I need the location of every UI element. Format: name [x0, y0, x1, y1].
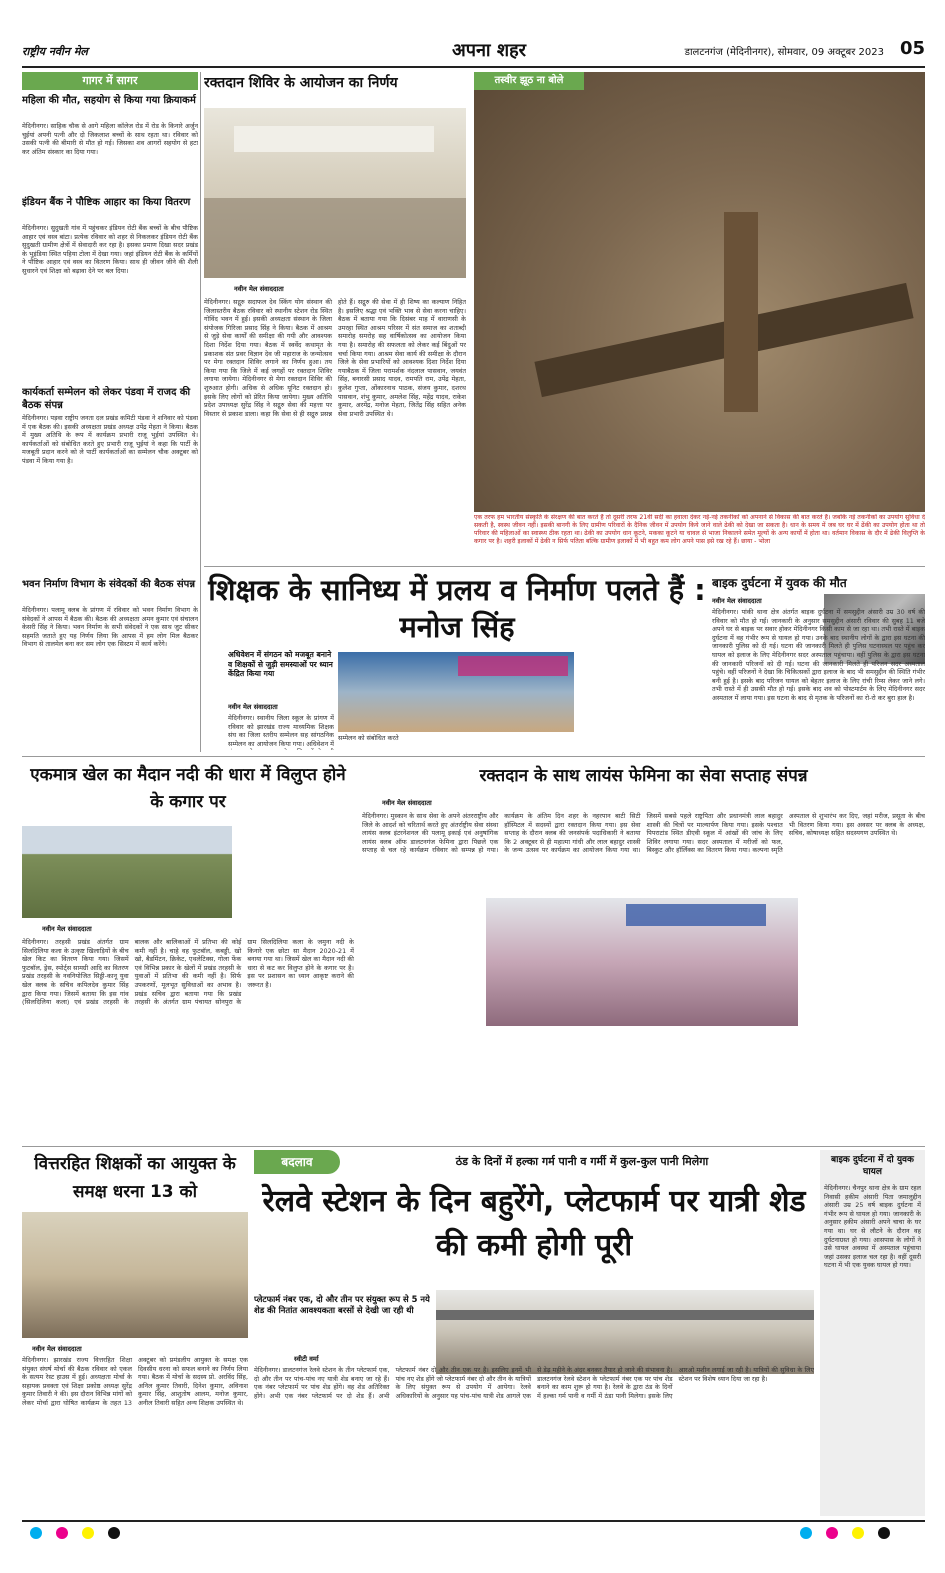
- railway-kicker: बदलाव: [254, 1150, 340, 1174]
- color-swatch: [852, 1527, 864, 1539]
- brief-title: कार्यकर्ता सम्मेलन को लेकर पंडवा में राजद की बैठक संपन्न: [22, 387, 191, 411]
- blood-camp-story: [204, 72, 466, 562]
- byline: नवीन मेल संवाददाता: [42, 925, 92, 933]
- story-body: मेदिनीनगर। मुस्कान के साथ सेवा के अपने अंतरराष्ट्रीय और जिले के आदर्श को चरितार्थ करते हुए अंतर्राष्ट्रीय सेवा संस्था लायंस क्लब इंटरनेशनल की पलामू इकाई एवं अनुषांगिक लायंस क्लब ऑफ डालटनगंज फेमिना द्वारा पिछले एक सप्ताह से चल रहे कार्यक्रम रविवार को सम्पन्न हो गया। कार्यक्रम के अंतिम दिन शहर के नहरपान बाटी सिटी हॉस्पिटल में सदस्यों द्वारा रक्तदान किया गया। इस सेवा सप्ताह के दौरान क्लब की जनसंपर्क पदाधिकारी ने बताया कि 2 अक्टूबर से ही महात्मा गांधी और लाल बहादुर शास्त्री के जन्म उत्सव पर कार्यक्रम का आयोजन किया गया था। जिसमें सबसे पहले राष्ट्रपिता और प्रधानमंत्री लाल बहादुर शास्त्री की चित्रों पर माल्यार्पण किया गया। इसके पश्चात पिपराटांड स्थित डीएवी स्कूल में आंखों की जांच के लिए शिविर लगाया गया। सदर अस्पताल में मरीजों को फल, बिस्कुट और हॉर्लिक्स का वितरण किया गया। कल्पना स्मृति अस्पताल से शुभारंभ कर दिए, जहां मरीज, प्रसूता के बीच भी वितरण किया गया। इस अवसर पर क्लब के अध्यक्ष, सचिव, कोषाध्यक्ष सहित सदस्यगण उपस्थित थे।: [362, 812, 925, 855]
- byline: नवीन मेल संवाददाता: [32, 1345, 82, 1353]
- masthead-logo: राष्ट्रीय नवीन मेल: [22, 45, 88, 58]
- color-swatch: [826, 1527, 838, 1539]
- railway-story: [254, 1150, 814, 1516]
- brief-title: भवन निर्माण विभाग के संवेदकों की बैठक संपन्न: [22, 579, 196, 590]
- main-body: मेदिनीनगर। स्थानीय जिला स्कूल के प्रांगण में रविवार को झारखंड राज्य माध्यमिक शिक्षक संघ का जिला स्तरीय सम्मेलन सह सांगठनिक सम्मेलन का आयोजन किया गया। अधिवेशन में: [228, 714, 334, 748]
- railway-subhead: प्लेटफार्म नंबर एक, दो और तीन पर संयुक्त रूप से 5 नये शेड की नितांत आवश्यकता बरसों से देखी जा रही थी: [254, 1294, 430, 1315]
- byline: नवीन मेल संवाददाता: [228, 703, 278, 711]
- color-swatches: [30, 1526, 140, 1540]
- story-body: मेदिनीनगर। तरहसी प्रखंड अंतर्गत ग्राम सिलदिलिया कला के उत्कृष्ट खिलाड़ियों के बीच खेल किट का वितरण किया गया। जिसमें फुटबॉल, ड्रेस, स्पोर्ट्स सामग्री आदि का वितरण प्रखंड तरहसी के नवनियोजित सिड्डी-कानू युवा खेल क्लब के सचिव कपिलदेव कुमार सिंह द्वारा किया गया। जिसमें बताया कि इस गांव (सिलदिलिया कला) एवं प्रखंड तरहसी के बालक और बालिकाओं में प्रतिभा की कोई कमी नहीं है। चाहे वह फुटबॉल, कबड्डी, खो खो, बैडमिंटन, क्रिकेट, एथलेटिक्स, गोला फेंक एवं विभिन्न प्रकार के खेलों में प्रखंड तरहसी के युवाओं में प्रतिभा की कमी नहीं है। सिर्फ उपकरणों, मूलभूत सुविधाओं का अभाव है। प्रखंड सचिव द्वारा बताया गया कि प्रखंड तरहसी के अंतर्गत ग्राम पंचायत सोनपुरा के ग्राम सिलदिलिया कला के जमुना नदी के किनारे एक छोटा सा मैदान 2020-21 में बनाया गया था। जिसमें खेल का मैदान नदी की धारा से कट कर विलुप्त होने के कगार पर है। इस पर प्रशासन का ध्यान आकृष्ट कराने की जरूरत है।: [22, 938, 354, 1007]
- wooden-beam: [534, 283, 913, 397]
- story-body-top: [238, 826, 354, 918]
- banner-shape: [626, 904, 766, 926]
- story-body: मेदिनीनगर। पांकी थाना क्षेत्र अंतर्गत बाइक दुर्घटना में समसुद्दीन अंसारी उम्र 30 वर्ष की रविवार को मौत हो गई। जानकारी के अनुसार समसुद्दीन अंसारी रविवार की सुबह 11 बजे अपने घर से बाइक पर सवार होकर मेदिनीनगर किसी काम से जा रहा था। तभी रास्ते में बाइक दुर्घटना में वह गंभीर रूप से घायल हो गया। उनके बाद स्थानीय लोगों के द्वारा इस घटना की जानकारी पुलिस को दी गई। घटना की जानकारी मिलते ही पुलिस घटनास्थल पर पहुंच कर घायल को इलाज के लिए मेदिनीनगर सदर अस्पताल पहुंचाया। वहीं पुलिस के द्वारा इस घटना की जानकारी परिजनों को दी गई। घटना की जानकारी मिलते ही परिजन सदर अस्पताल पहुंचे। वहीं परिजनों ने देखा कि चिकित्सकों द्वारा इलाज के बाद भी समसुद्दीन की स्थिति गंभीर बनी हुई है। इसके बाद परिजन घायल को बेहतर इलाज के लिए रांची रिम्स लेकर जाने लगे। तभी रास्ते में ही उसकी मौत हो गई। इसके बाद शव को पोस्टमार्टम के लिए मेदिनीनगर सदर अस्पताल में लाया गया। इस घटना के बाद से मृतक के परिजनों का रो-रो कर बुरा हाल है।: [712, 608, 925, 702]
- dhenki-photo: [474, 72, 925, 512]
- left-kicker: गागर में सागर: [22, 72, 198, 90]
- story-headline: रक्तदान शिविर के आयोजन का निर्णय: [204, 75, 398, 91]
- bike-accident2-story: [820, 1150, 925, 1516]
- section-title: अपना शहर: [451, 40, 527, 61]
- teachers-photo: [338, 652, 574, 732]
- brief-body: मेदिनीनगर। पड़वा राष्ट्रीय जनता दल प्रखंड कमिटी पंडवा ने शनिवार को पंडवा में एक बैठक की। इसकी अध्यक्षता प्रखंड अध्यक्ष उपेंद्र मेहता ने किया। बैठक में मुख्य अतिथि के रूप में कार्यक्रम प्रभारी राजू भुईयां उपस्थित थे। कार्यकर्ताओं को संबोधित करते हुए प्रभारी राजू भुईयां ने कहा कि पार्टी के मजबूती प्रदान करने को ले पार्टी कार्यकर्ताओं का सम्मेलन चौक अक्टूबर को पंडवा में किया गया है।: [22, 414, 198, 465]
- color-swatch: [56, 1527, 68, 1539]
- main-body-cont: [580, 654, 710, 750]
- audience-shape: [204, 198, 466, 278]
- section-rule: [204, 566, 925, 567]
- section-rule: [22, 1146, 925, 1147]
- meeting-photo: [22, 1212, 248, 1338]
- banner-shape: [458, 656, 568, 676]
- railway-strap: ठंड के दिनों में हल्का गर्म पानी व गर्मी में कुल-कुल पानी मिलेगा: [455, 1155, 709, 1168]
- byline: नवीन मेल संवाददाता: [234, 285, 284, 293]
- wooden-post: [724, 212, 758, 412]
- column-divider: [200, 72, 201, 752]
- platform-photo: [436, 1290, 814, 1374]
- story-body: मेदिनीनगर। सद्गुरु सदाफल देव स्किंग योग संस्थान की जिलास्तरीय बैठक रविवार को स्थानीय स्टेशन रोड स्थित गोविंद भवन में हुई। इसकी अध्यक्षता संस्थान के जिला संयोजक गिरिजा प्रसाद सिंह ने किया। बैठक में आश्रम से जुड़े सेवा कार्यों की समीक्षा की गयी और आवश्यक दिशा निर्देश दिया गया। बैठक में स्वर्वेद कथामृत के प्रकाशक संत प्रवर विज्ञान देव जी महाराज के जन्मोत्सव पर मेगा रक्तदान शिविर लगाने का निर्णय हुआ। तय किया गया कि जिले में कई जगहों पर रक्तदान शिविर लगाया जायेगा। मेदिनीनगर से मेगा रक्तदान शिविर की शुरुआत होगी। अधिक से अधिक यूनिट रक्तदान हो। इसके लिए लोगों को प्रेरित किया जायेगा। मुख्य अतिथि प्रदेश उपाध्यक्ष सुरेंद्र सिंह ने सद्गुरु सेवा की महत्ता पर विस्तार से प्रकाश डाला। कहा कि सेवा से ही सद्गुरु प्रसन्न होते हैं। सद्गुरु की सेवा में ही शिष्य का कल्याण निहित है। इसलिए श्रद्धा एवं भक्ति भाव से सेवा करना चाहिए। बैठक में बताया गया कि दिसंबर माह में वाराणसी के उमरहा स्थित आश्रम परिसर में संत समाज का शताब्दी समारोह समरोह सह वार्षिकोत्सव का आयोजन किया गया है। समारोह की सफलता को लेकर कई बिंदुओं पर चर्चा किया गया। आश्रम सेवा कार्य की समीक्षा के दौरान जिले के सेवा प्रभारियों को आवश्यक दिशा निर्देश दिया गयाबैठक में जिला परामर्शक नंदलाल पासवान, जयवंत सिंह, बनारसी प्रसाद यादव, रामपति राम, उपेंद्र मेहता, कुलेश गुप्ता, ओंकारनाथ पाठक, संजय कुमार, दशरथ पासवान, शंभु कुमार, अमलेश सिंह, महेंद्र यादव, राकेश कुमार, अरमेंद्र, मनोज मेहता, जितेंद्र सिंह सहित अनेक सेवा प्रभारी उपस्थित थे।: [204, 298, 466, 418]
- brief-body: मेदिनीनगर। सुदुखती गांव में पहुंचकर इंडियन रोटी बैंक बच्चों के बीच पौष्टिक आहार एवं वस्त्र बांटा। प्रत्येक रविवार को शहर से निकलकर इंडियन रोटी बैंक सुदुखती ग्रामीण क्षेत्रों में सेवादारी कर रहा है। इसका प्रमाण दिखा सदर प्रखंड के भुइंडिया स्थित पहिया टोला में देखा गया। जहां इंडियन रोटी बैंक के कर्मियों ने पौष्टिक आहार एवं वस्त्र का वितरण किया। साथ ही जीवन जीने की शैली सुधारने एवं शिक्षा को बढ़ावा देने पर बल दिया।: [22, 224, 198, 275]
- brief-body: मेदिनीनगर। साहिक चौक से आगे महिला कॉलेज रोड में रोड के किनारे अर्जुन चुईयां अपनी पत्नी और दो जिकलाश बच्चों के साथ रहता था। रविवार को उसकी पत्नी की बीमारी से मौत हो गई। जिसका शव आगरों सहयोग से हटा कर अंतिम संस्कार का दिया गया।: [22, 122, 198, 156]
- story-body-lower: [362, 1030, 925, 1142]
- playground-story: [22, 762, 354, 1142]
- banner-strip: [234, 126, 434, 152]
- section-rule: [22, 756, 925, 757]
- story-headline: बाइक दुर्घटना में युवक की मौत: [712, 576, 847, 590]
- page-number: 05: [899, 38, 925, 59]
- story-body: मेदिनीनगर। चैनपुर थाना क्षेत्र के ग्राम रहल निवासी हकीम अंसारी पिता जमालुद्दीन अंसारी उम्र 25 वर्ष बाइक दुर्घटना में गंभीर रूप से घायल हो गया। जानकारी के अनुसार हकीम अंसारी अपने चाचा के घर गया था। घर से लौटने के दौरान वह दुर्घटनाग्रस्त हो गया। आसपास के लोगों ने उसे घायल अवस्था में अस्पताल पहुंचाया जहां उसका इलाज चल रहा है। वहीं दूसरी घटना में भी एक युवक घायल हो गया।: [824, 1184, 921, 1270]
- photo-kicker: तस्वीर झूठ ना बोले: [474, 72, 584, 90]
- story-headline: वित्तरहित शिक्षकों का आयुक्त के समक्ष धरना 13 को: [34, 1154, 236, 1202]
- byline: नवीन मेल संवाददाता: [382, 799, 432, 807]
- main-subhead: अधिवेशन में संगठन को मजबूत बनाने व शिक्षकों से जुड़ी समस्याओं पर ध्यान केंद्रित किया गया: [228, 650, 333, 679]
- color-swatch: [800, 1527, 812, 1539]
- photo-feature: [474, 72, 925, 562]
- meeting-photo: [204, 108, 466, 278]
- lions-story: [362, 762, 925, 1142]
- story-headline: एकमात्र खेल का मैदान नदी की धारा में विलुप्त होने के कगार पर: [30, 765, 346, 812]
- story-body: मेदिनीनगर। झारखंड राज्य वित्तरहित शिक्षा संयुक्त संघर्ष मोर्चा की बैठक रविवार को एकल के सत्यम रेस्ट हाउस में हुई। अध्यक्षता मोर्चा के सहायक प्रवक्ता एवं शिक्षा प्रकोष्ठ अध्यक्ष सुरेंद्र कुमार तिवारी ने की। इस दौरान विभिन्न मांगों को लेकर मोर्चा द्वारा घोषित कार्यक्रम के तहत 13 अक्टूबर को प्रमंडलीय आयुक्त के समक्ष एक दिवसीय धरना को सफल बनाने का निर्णय लिया गया। बैठक में मोर्चा के सदस्य प्रो. अरविंद सिंह, अनिल कुमार तिवारी, दिनेश कुमार, अविनाश कुमार सिंह, आशुतोष आलम, मनोज कुमार, अनील तिवारी सहित अन्य शिक्षक उपस्थित थे।: [22, 1356, 248, 1407]
- byline: नवीन मेल संवाददाता: [712, 597, 762, 605]
- shed-roof-shape: [436, 1310, 814, 1320]
- left-column: [22, 72, 198, 752]
- masthead-rule: [22, 66, 925, 68]
- railway-headline: रेलवे स्टेशन के दिन बहुरेंगे, प्लेटफार्म पर यात्री शेड की कमी होगी पूरी: [262, 1184, 806, 1263]
- story-headline: बाइक दुर्घटना में दो युवक घायल: [831, 1155, 914, 1177]
- dateline: डालटनगंज (मेदिनीनगर), सोमवार, 09 अक्टूबर 2023: [684, 47, 884, 58]
- color-swatch: [108, 1527, 120, 1539]
- story-body: मेदिनीनगर। डालटनगंज रेलवे स्टेशन के तीन प्लेटफार्म एक, दो और तीन पर पांच-पांच नए यात्री शेड बनाए जा रहे हैं। एक नंबर प्लेटफार्म पर पांच शेड होंगे। वह शेड अतिरिक्त होंगे। अभी एक नंबर प्लेटफार्म पर दो शेड हैं। अभी प्लेटफार्म नंबर दो और तीन एक पर है। इसलिए इनमें भी पांच नए शेड होंगे जो प्लेटफार्म नंबर दो और तीन के यात्रियों के लिए संयुक्त रूप से उपयोग में आयेगा। रेलवे अधिकारियों के अनुसार यह पांच-पांच यात्री शेड आगले एक से डेढ़ महीने के अंदर बनकर तैयार हो जाने की संभावना है। डालटनगंज रेलवे स्टेशन के प्लेटफार्म नंबर एक पर पांच शेड बनाने का काम शुरू हो गया है। रेलवे के द्वारा ठंड के दिनों में हल्का गर्म पानी व गर्मी में ठंडा पानी मिलेगा। इसके लिए आरओ मशीन लगाई जा रही है। यात्रियों की सुविधा के लिए स्टेशन पर विशेष ध्यान दिया जा रहा है।: [254, 1366, 814, 1400]
- brief-title: महिला की मौत, सहयोग से किया गया क्रियाकर्म: [22, 95, 196, 106]
- photo-caption: सम्मेलन को संबोधित करते: [338, 734, 399, 742]
- brief-body: मेदिनीनगर। पलामू क्लब के प्रांगण में रविवार को भवन निर्माण विभाग के संवेदकों ने आपस में बैठक की। बैठक की अध्यक्षता अमन कुमार एवं संचालन केसरी सिंह ने किया। भवन निर्माण के सभी संवेदकों ने एक साथ जुट सीकर सहमति जताते हुए यह निर्णय लिया कि आपस में हम लोग मिल बैठकर विभाग से तालमेल बना कर सम लोग एक सिस्टम में कार्य करेंगे।: [22, 606, 198, 649]
- teachers-dharna-story: [22, 1150, 248, 1516]
- story-headline: रक्तदान के साथ लायंस फेमिना का सेवा सप्ताह संपन्न: [479, 766, 808, 786]
- photo-caption: एक तरफ हम भारतीय संस्कृति के संरक्षण की बात करते हैं तो दूसरी तरफ 21वीं सदी का हवाला देकर नई-नई तकनीकों को अपनाने से विकास की बात करते हैं। जबकि नई तकनीकों का उपयोग सुविधा दे सकती है, स्वस्थ जीवन नहीं। इसकी बानगी के लिए ग्रामीण परिवारों के दैनिक जीवन में उपयोग किये जाने वाले ढेकी को देखा जा सकता है। धान के समय में जब घर घर में ढेंकी का उपयोग होता था तो परिवार की महिलाओं का स्वास्थ्य ठीक रहता था। ढेकी का उपयोग धान कूटने, मकका कूटने या चावल से भाजा निकालने समेत मूल्यों के अन्य कार्यों में होता था। वर्तमान विकास के दौर में ढेकी विलुप्ति के कगार पर है। शहरी इलाकों में ढेकी न सिर्फ पतिता बल्कि ग्रामीण इलाकों में भी बहुत कम लोग अपने पास इसे रख रहे हैं। छाया - भोला: [474, 514, 925, 545]
- main-headline: शिक्षक के सानिध्य में प्रलय व निर्माण पलते हैं : मनोज सिंह: [208, 573, 706, 644]
- color-swatch: [30, 1527, 42, 1539]
- color-swatches-right: [800, 1526, 910, 1540]
- color-swatch: [82, 1527, 94, 1539]
- footer-color-bar: [30, 1526, 910, 1540]
- main-story: [204, 572, 710, 750]
- masthead: [22, 38, 925, 64]
- byline: स्वीटी वर्मा: [294, 1355, 319, 1363]
- bike-accident-story: [712, 572, 925, 750]
- field-photo: [22, 826, 232, 918]
- color-swatch: [878, 1527, 890, 1539]
- blood-donation-photo: [486, 898, 798, 1026]
- footer-rule: [22, 1520, 925, 1522]
- brief-title: इंडियन बैंक ने पौष्टिक आहार का किया वितरण: [22, 197, 191, 208]
